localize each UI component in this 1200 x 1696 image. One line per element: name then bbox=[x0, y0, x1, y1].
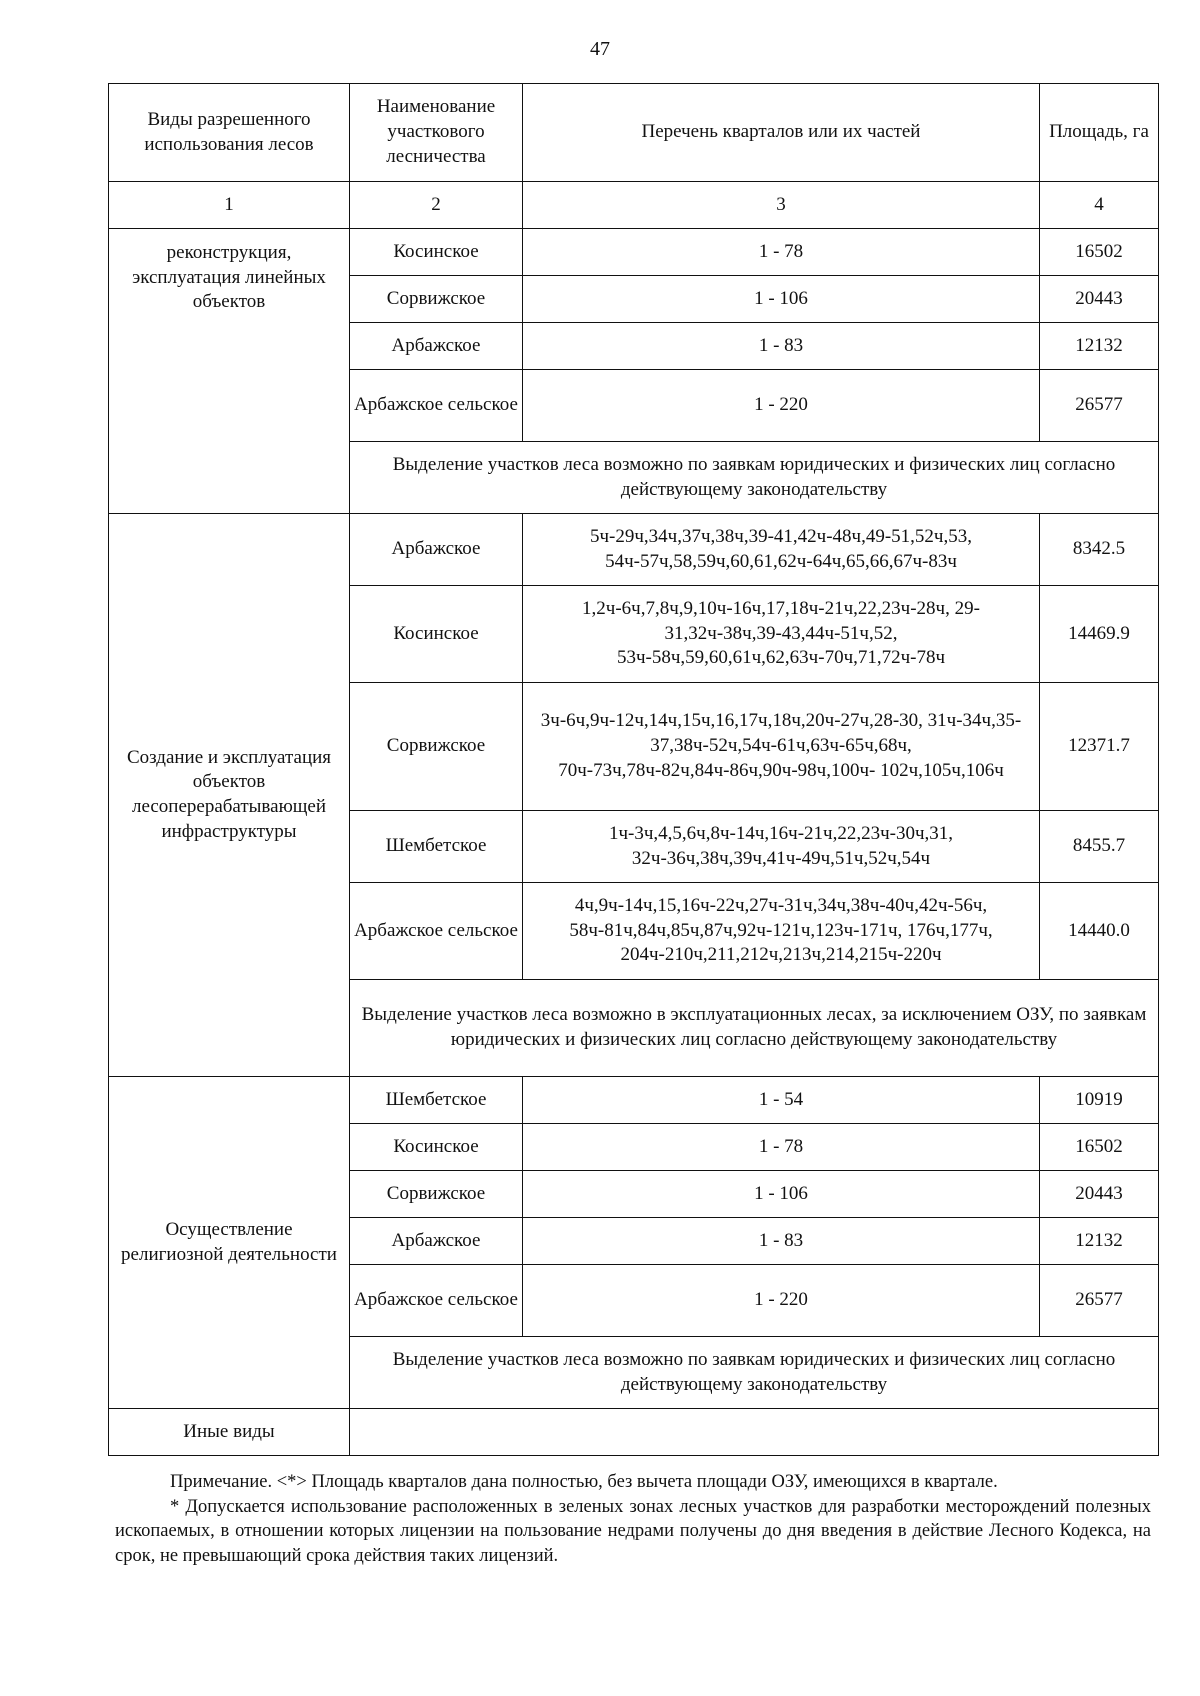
quarters-cell: 1 - 106 bbox=[523, 276, 1040, 323]
header-use-type: Виды разрешенного использования лесов bbox=[109, 84, 350, 182]
area-cell: 20443 bbox=[1040, 276, 1159, 323]
area-cell: 26577 bbox=[1040, 1265, 1159, 1337]
forestry-cell: Арбажское bbox=[350, 323, 523, 370]
forestry-cell: Арбажское bbox=[350, 514, 523, 586]
area-cell: 8455.7 bbox=[1040, 811, 1159, 883]
forestry-cell: Арбажское сельское bbox=[350, 883, 523, 980]
column-number: 2 bbox=[350, 182, 523, 229]
quarters-cell: 1 - 54 bbox=[523, 1077, 1040, 1124]
notes bbox=[115, 1470, 1151, 1568]
quarters-cell: 1 - 83 bbox=[523, 323, 1040, 370]
table-row bbox=[109, 514, 1159, 586]
forestry-cell: Арбажское сельское bbox=[350, 1265, 523, 1337]
table-row bbox=[109, 1077, 1159, 1124]
area-cell: 16502 bbox=[1040, 229, 1159, 276]
forest-use-table bbox=[108, 83, 1159, 1456]
note-paragraph: * Допускается использование расположенных в зеленых зонах лесных участков для разработки месторождений полезных ископаемых, в отношении которых лицензии на пользование недрами получены до дня введения в действие Лесного Кодекса, на срок, не превышающий срока действия таких лицензий. bbox=[115, 1496, 1151, 1566]
use-type-cell: Создание и эксплуатация объектов лесоперерабатывающей инфраструктуры bbox=[109, 514, 350, 1077]
header-forestry: Наименование участкового лесничества bbox=[350, 84, 523, 182]
quarters-cell: 1 - 220 bbox=[523, 370, 1040, 442]
column-number-row bbox=[109, 182, 1159, 229]
header-area: Площадь, га bbox=[1040, 84, 1159, 182]
forestry-cell: Арбажское сельское bbox=[350, 370, 523, 442]
area-cell: 20443 bbox=[1040, 1171, 1159, 1218]
area-cell: 16502 bbox=[1040, 1124, 1159, 1171]
forestry-cell: Косинское bbox=[350, 229, 523, 276]
column-number: 4 bbox=[1040, 182, 1159, 229]
table-row bbox=[109, 229, 1159, 276]
quarters-cell: 1 - 78 bbox=[523, 229, 1040, 276]
area-cell: 26577 bbox=[1040, 370, 1159, 442]
quarters-cell: 4ч,9ч-14ч,15,16ч-22ч,27ч-31ч,34ч,38ч-40ч,42ч-56ч, 58ч-81ч,84ч,85ч,87ч,92ч-121ч,123ч-171ч, 176ч,177ч, 204ч-210ч,211,212ч,213ч,214,215ч-220ч bbox=[523, 883, 1040, 980]
forestry-cell: Сорвижское bbox=[350, 1171, 523, 1218]
area-cell: 12132 bbox=[1040, 323, 1159, 370]
page-number: 47 bbox=[590, 38, 610, 60]
forestry-cell: Шембетское bbox=[350, 811, 523, 883]
use-type-cell: Осуществление религиозной деятельности bbox=[109, 1077, 350, 1409]
forestry-cell: Арбажское bbox=[350, 1218, 523, 1265]
other-types-row bbox=[109, 1409, 1159, 1456]
empty-cell bbox=[350, 1409, 1159, 1456]
forestry-cell: Сорвижское bbox=[350, 683, 523, 811]
quarters-cell: 1ч-3ч,4,5,6ч,8ч-14ч,16ч-21ч,22,23ч-30ч,31, 32ч-36ч,38ч,39ч,41ч-49ч,51ч,52ч,54ч bbox=[523, 811, 1040, 883]
section-note: Выделение участков леса возможно в эксплуатационных лесах, за исключением ОЗУ, по заявкам юридических и физических лиц согласно действующему законодательству bbox=[350, 980, 1159, 1077]
note-paragraph: Примечание. <*> Площадь кварталов дана полностью, без вычета площади ОЗУ, имеющихся в квартале. bbox=[170, 1472, 998, 1492]
quarters-cell: 1 - 78 bbox=[523, 1124, 1040, 1171]
quarters-cell: 1,2ч-6ч,7,8ч,9,10ч-16ч,17,18ч-21ч,22,23ч-28ч, 29-31,32ч-38ч,39-43,44ч-51ч,52, 53ч-58ч,59,60,61ч,62,63ч-70ч,71,72ч-78ч bbox=[523, 586, 1040, 683]
area-cell: 14469.9 bbox=[1040, 586, 1159, 683]
forestry-cell: Косинское bbox=[350, 1124, 523, 1171]
area-cell: 12132 bbox=[1040, 1218, 1159, 1265]
forestry-cell: Косинское bbox=[350, 586, 523, 683]
quarters-cell: 1 - 106 bbox=[523, 1171, 1040, 1218]
section-note: Выделение участков леса возможно по заявкам юридических и физических лиц согласно действующему законодательству bbox=[350, 1337, 1159, 1409]
column-number: 1 bbox=[109, 182, 350, 229]
area-cell: 14440.0 bbox=[1040, 883, 1159, 980]
area-cell: 8342.5 bbox=[1040, 514, 1159, 586]
area-cell: 10919 bbox=[1040, 1077, 1159, 1124]
area-cell: 12371.7 bbox=[1040, 683, 1159, 811]
forestry-cell: Шембетское bbox=[350, 1077, 523, 1124]
forestry-cell: Сорвижское bbox=[350, 276, 523, 323]
quarters-cell: 1 - 220 bbox=[523, 1265, 1040, 1337]
section-note: Выделение участков леса возможно по заявкам юридических и физических лиц согласно действующему законодательству bbox=[350, 442, 1159, 514]
use-type-cell: реконструкция, эксплуатация линейных объектов bbox=[109, 229, 350, 514]
column-number: 3 bbox=[523, 182, 1040, 229]
header-row bbox=[109, 84, 1159, 182]
quarters-cell: 3ч-6ч,9ч-12ч,14ч,15ч,16,17ч,18ч,20ч-27ч,28-30, 31ч-34ч,35-37,38ч-52ч,54ч-61ч,63ч-65ч,68ч, 70ч-73ч,78ч-82ч,84ч-86ч,90ч-98ч,100ч- 102ч,105ч,106ч bbox=[523, 683, 1040, 811]
other-types-cell: Иные виды bbox=[109, 1409, 350, 1456]
quarters-cell: 5ч-29ч,34ч,37ч,38ч,39-41,42ч-48ч,49-51,52ч,53, 54ч-57ч,58,59ч,60,61,62ч-64ч,65,66,67ч-83ч bbox=[523, 514, 1040, 586]
quarters-cell: 1 - 83 bbox=[523, 1218, 1040, 1265]
header-quarters: Перечень кварталов или их частей bbox=[523, 84, 1040, 182]
